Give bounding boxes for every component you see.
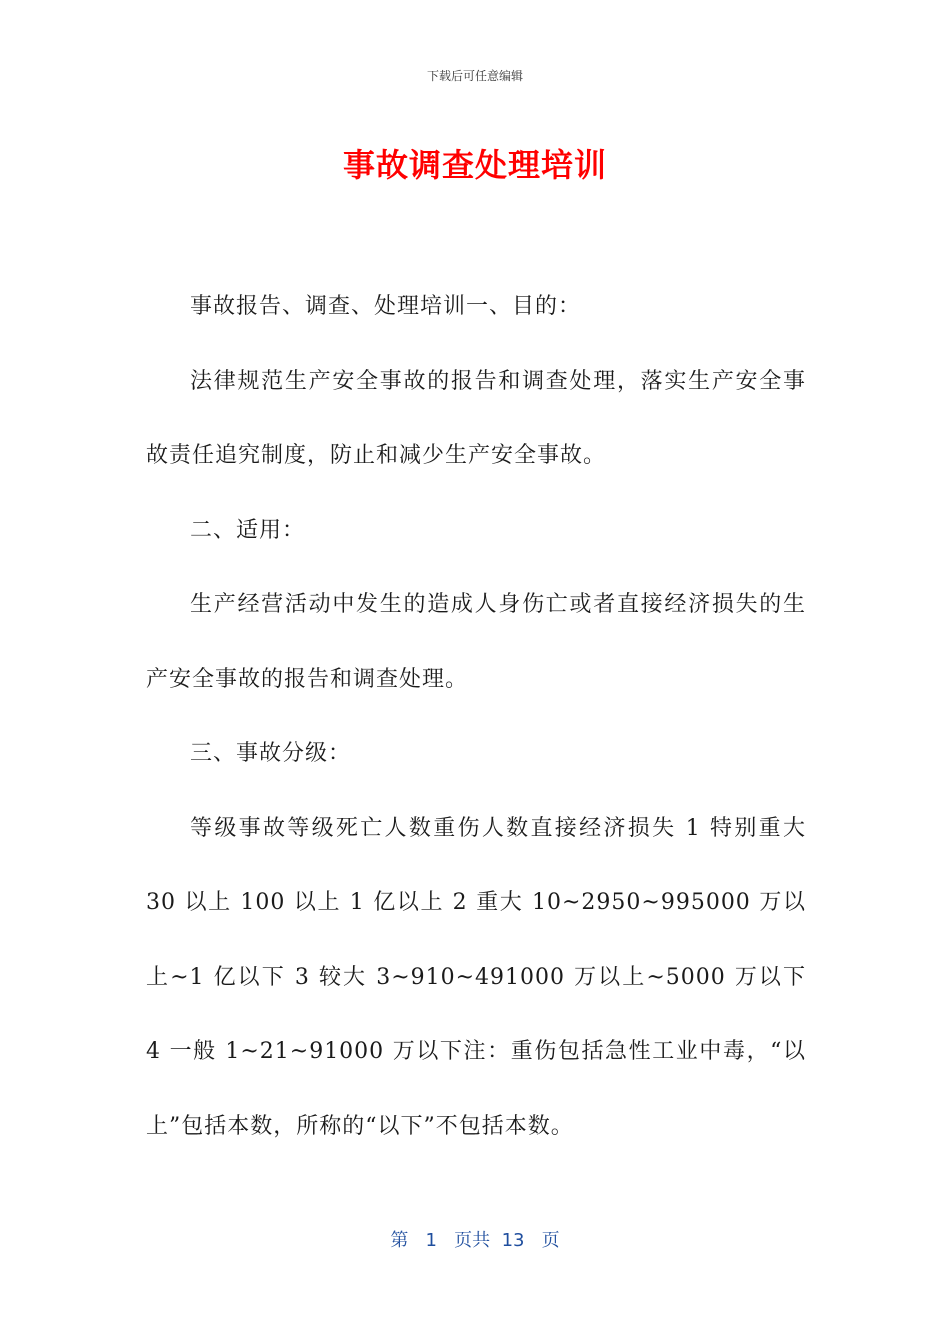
paragraph-scope-heading: 二、适用：: [190, 517, 306, 543]
paragraph-scope: 生产经营活动中发生的造成人身伤亡或者直接经济损失的生产安全事故的报告和调查处理。: [146, 592, 806, 692]
paragraph-classification-heading: 三、事故分级：: [190, 741, 352, 766]
header-note: 下载后可任意编辑: [426, 69, 523, 83]
footer-suffix: 页: [541, 1230, 560, 1251]
footer-current-page: 1: [425, 1230, 437, 1251]
footer-middle: 页共: [454, 1230, 491, 1251]
page-title: 事故调查处理培训: [342, 146, 607, 184]
paragraph-classification: 等级事故等级死亡人数重伤人数直接经济损失 1 特别重大 30 以上 100 以上 1 亿以上 2 重大 10~2950~995000 万以上~1 亿以下 3 较大 3~910~491000 万以上~5000 万以下 4 一般 1~21~91000 万以下注：重伤包括急性工业中毒，“以上”包括本数，所称的“以下”不包括本数。: [146, 815, 806, 1139]
footer-prefix: 第: [390, 1230, 409, 1251]
paragraph-purpose-heading: 事故报告、调查、处理培训一、目的：: [190, 294, 582, 319]
page-footer: [0, 1226, 950, 1252]
paragraph-purpose: 法律规范生产安全事故的报告和调查处理，落实生产安全事故责任追究制度，防止和减少生产安全事故。: [146, 368, 806, 468]
footer-total-pages: 13: [501, 1230, 525, 1251]
document-body: [146, 270, 806, 1164]
